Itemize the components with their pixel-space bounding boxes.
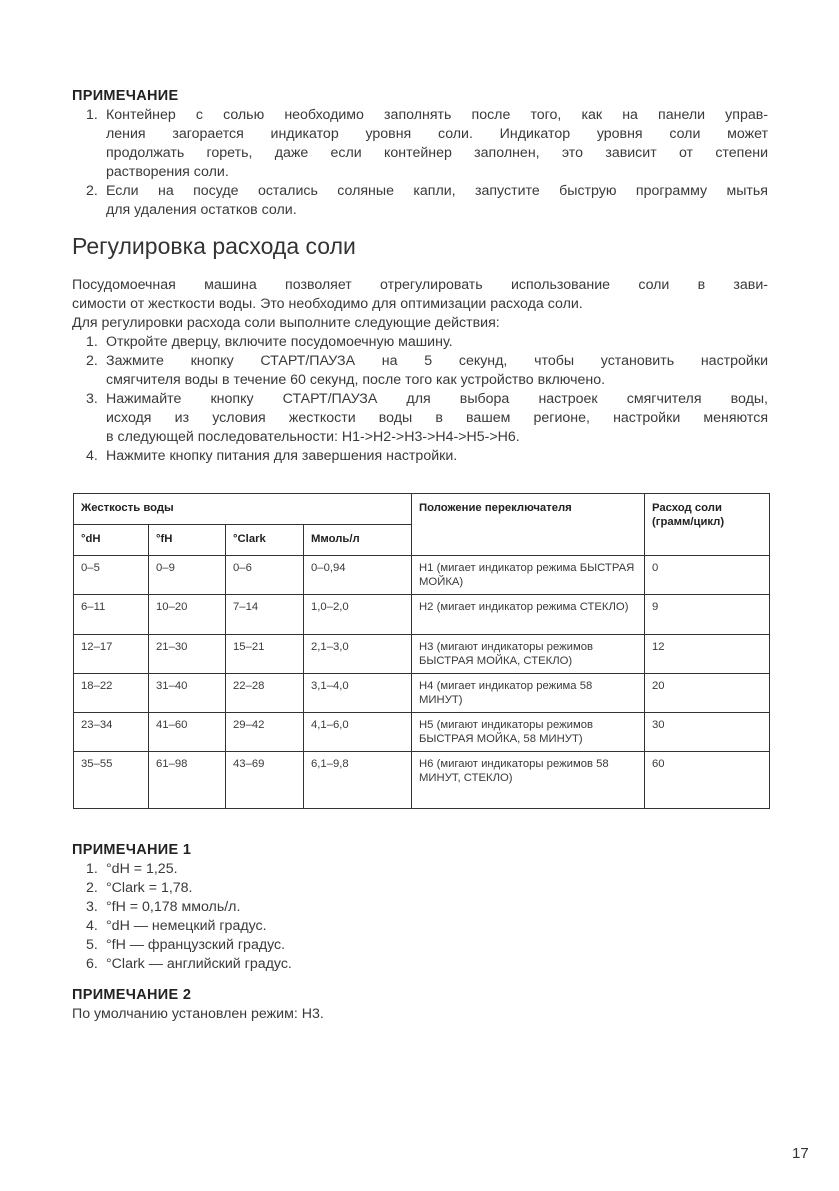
note2-heading: ПРИМЕЧАНИЕ 2	[72, 987, 192, 1003]
section-body	[72, 276, 768, 466]
list-number: 3.	[86, 899, 98, 915]
cell-switch-position: H4 (мигает индикатор режима 58 МИНУТ)	[412, 674, 645, 713]
list-text: °fH = 0,178 ммоль/л.	[106, 899, 241, 915]
cell-switch-position: H6 (мигают индикаторы режимов 58 МИНУТ, СТЕКЛО)	[412, 752, 645, 809]
list-line: для удаления остатков соли.	[106, 202, 297, 218]
note2-text: По умолчанию установлен режим: H3.	[72, 1006, 324, 1022]
page-number: 17	[792, 1145, 809, 1162]
list-item	[72, 352, 768, 390]
header-mmol: Ммоль/л	[304, 525, 412, 556]
note1-block	[72, 841, 768, 974]
note2-block	[72, 986, 768, 1024]
cell-mmol: 2,1–3,0	[304, 635, 412, 674]
list-number: 5.	[86, 937, 98, 953]
cell-dh: 0–5	[74, 556, 149, 595]
cell-dh: 6–11	[74, 595, 149, 635]
list-number: 1.	[86, 334, 98, 350]
cell-clark: 15–21	[226, 635, 304, 674]
cell-dh: 18–22	[74, 674, 149, 713]
list-item	[72, 917, 768, 936]
cell-switch-position: H2 (мигает индикатор режима СТЕКЛО)	[412, 595, 645, 635]
list-text: °Clark — английский градус.	[106, 956, 292, 972]
cell-dh: 23–34	[74, 713, 149, 752]
list-item	[72, 955, 768, 974]
intro-line: Для регулировки расхода соли выполните следующие действия:	[72, 315, 500, 331]
section-title: Регулировка расхода соли	[72, 233, 356, 259]
list-line: Нажмите кнопку питания для завершения настройки.	[106, 448, 458, 464]
cell-salt: 60	[645, 752, 770, 809]
cell-fh: 10–20	[149, 595, 226, 635]
cell-fh: 31–40	[149, 674, 226, 713]
header-fh: °fH	[149, 525, 226, 556]
header-dh: °dH	[74, 525, 149, 556]
cell-salt: 12	[645, 635, 770, 674]
list-item	[72, 182, 768, 220]
cell-switch-position: H5 (мигают индикаторы режимов БЫСТРАЯ МОЙКА, 58 МИНУТ)	[412, 713, 645, 752]
cell-fh: 61–98	[149, 752, 226, 809]
note-block	[72, 87, 768, 220]
list-line: Откройте дверцу, включите посудомоечную машину.	[106, 334, 453, 350]
list-line: Зажмите кнопку СТАРТ/ПАУЗА на 5 секунд, чтобы установить настройки	[106, 353, 768, 369]
cell-salt: 0	[645, 556, 770, 595]
cell-clark: 7–14	[226, 595, 304, 635]
list-line: Нажимайте кнопку СТАРТ/ПАУЗА для выбора настроек смягчителя воды,	[106, 391, 768, 407]
cell-salt: 30	[645, 713, 770, 752]
cell-dh: 35–55	[74, 752, 149, 809]
list-item	[72, 333, 768, 352]
list-line: ления загорается индикатор уровня соли. Индикатор уровня соли может	[106, 126, 768, 142]
list-number: 2.	[86, 353, 98, 369]
cell-clark: 43–69	[226, 752, 304, 809]
list-line: исходя из условия жесткости воды в вашем регионе, настройки меняются	[106, 410, 768, 426]
header-clark: °Clark	[226, 525, 304, 556]
salt-settings-table	[73, 493, 770, 809]
list-number: 6.	[86, 956, 98, 972]
steps-list	[72, 333, 768, 466]
note1-heading: ПРИМЕЧАНИЕ 1	[72, 842, 192, 858]
cell-switch-position: H3 (мигают индикаторы режимов БЫСТРАЯ МОЙКА, СТЕКЛО)	[412, 635, 645, 674]
cell-clark: 29–42	[226, 713, 304, 752]
list-item	[72, 390, 768, 447]
list-item	[72, 936, 768, 955]
list-item	[72, 860, 768, 879]
table-row	[74, 752, 770, 809]
cell-salt: 9	[645, 595, 770, 635]
cell-mmol: 1,0–2,0	[304, 595, 412, 635]
cell-mmol: 0–0,94	[304, 556, 412, 595]
table-row	[74, 713, 770, 752]
note-list	[72, 106, 768, 220]
list-text: °Clark = 1,78.	[106, 880, 193, 896]
table-row	[74, 635, 770, 674]
intro-paragraph	[72, 276, 768, 333]
header-water-hardness: Жесткость воды	[74, 494, 412, 525]
intro-line: симости от жесткости воды. Это необходимо для оптимизации расхода соли.	[72, 296, 583, 312]
cell-fh: 0–9	[149, 556, 226, 595]
header-switch-position: Положение переключателя	[412, 494, 645, 556]
list-line: Если на посуде остались соляные капли, запустите быструю программу мытья	[106, 183, 768, 199]
table-row	[74, 595, 770, 635]
cell-mmol: 3,1–4,0	[304, 674, 412, 713]
list-line: растворения соли.	[106, 164, 229, 180]
list-number: 2.	[86, 880, 98, 896]
cell-fh: 21–30	[149, 635, 226, 674]
list-text: °dH — немецкий градус.	[106, 918, 267, 934]
list-number: 2.	[86, 183, 98, 199]
list-text: °fH — французский градус.	[106, 937, 286, 953]
note1-list	[72, 860, 768, 974]
list-item	[72, 447, 768, 466]
intro-line: Посудомоечная машина позволяет отрегулировать использование соли в зави-	[72, 277, 768, 293]
cell-salt: 20	[645, 674, 770, 713]
cell-clark: 22–28	[226, 674, 304, 713]
list-number: 4.	[86, 918, 98, 934]
cell-switch-position: H1 (мигает индикатор режима БЫСТРАЯ МОЙКА)	[412, 556, 645, 595]
list-line: смягчителя воды в течение 60 секунд, после того как устройство включено.	[106, 372, 606, 388]
list-line: Контейнер с солью необходимо заполнять после того, как на панели управ-	[106, 107, 768, 123]
list-line: продолжать гореть, даже если контейнер заполнен, это зависит от степени	[106, 145, 768, 161]
list-item	[72, 898, 768, 917]
cell-fh: 41–60	[149, 713, 226, 752]
note-heading: ПРИМЕЧАНИЕ	[72, 88, 179, 104]
cell-dh: 12–17	[74, 635, 149, 674]
table-row	[74, 556, 770, 595]
cell-mmol: 4,1–6,0	[304, 713, 412, 752]
header-salt-consumption: Расход соли (грамм/цикл)	[645, 494, 770, 556]
list-number: 3.	[86, 391, 98, 407]
cell-mmol: 6,1–9,8	[304, 752, 412, 809]
list-number: 1.	[86, 861, 98, 877]
list-text: °dH = 1,25.	[106, 861, 178, 877]
list-number: 1.	[86, 107, 98, 123]
list-item	[72, 879, 768, 898]
list-item	[72, 106, 768, 182]
list-line: в следующей последовательности: H1->H2->H3->H4->H5->H6.	[106, 429, 520, 445]
cell-clark: 0–6	[226, 556, 304, 595]
table-row	[74, 674, 770, 713]
list-number: 4.	[86, 448, 98, 464]
